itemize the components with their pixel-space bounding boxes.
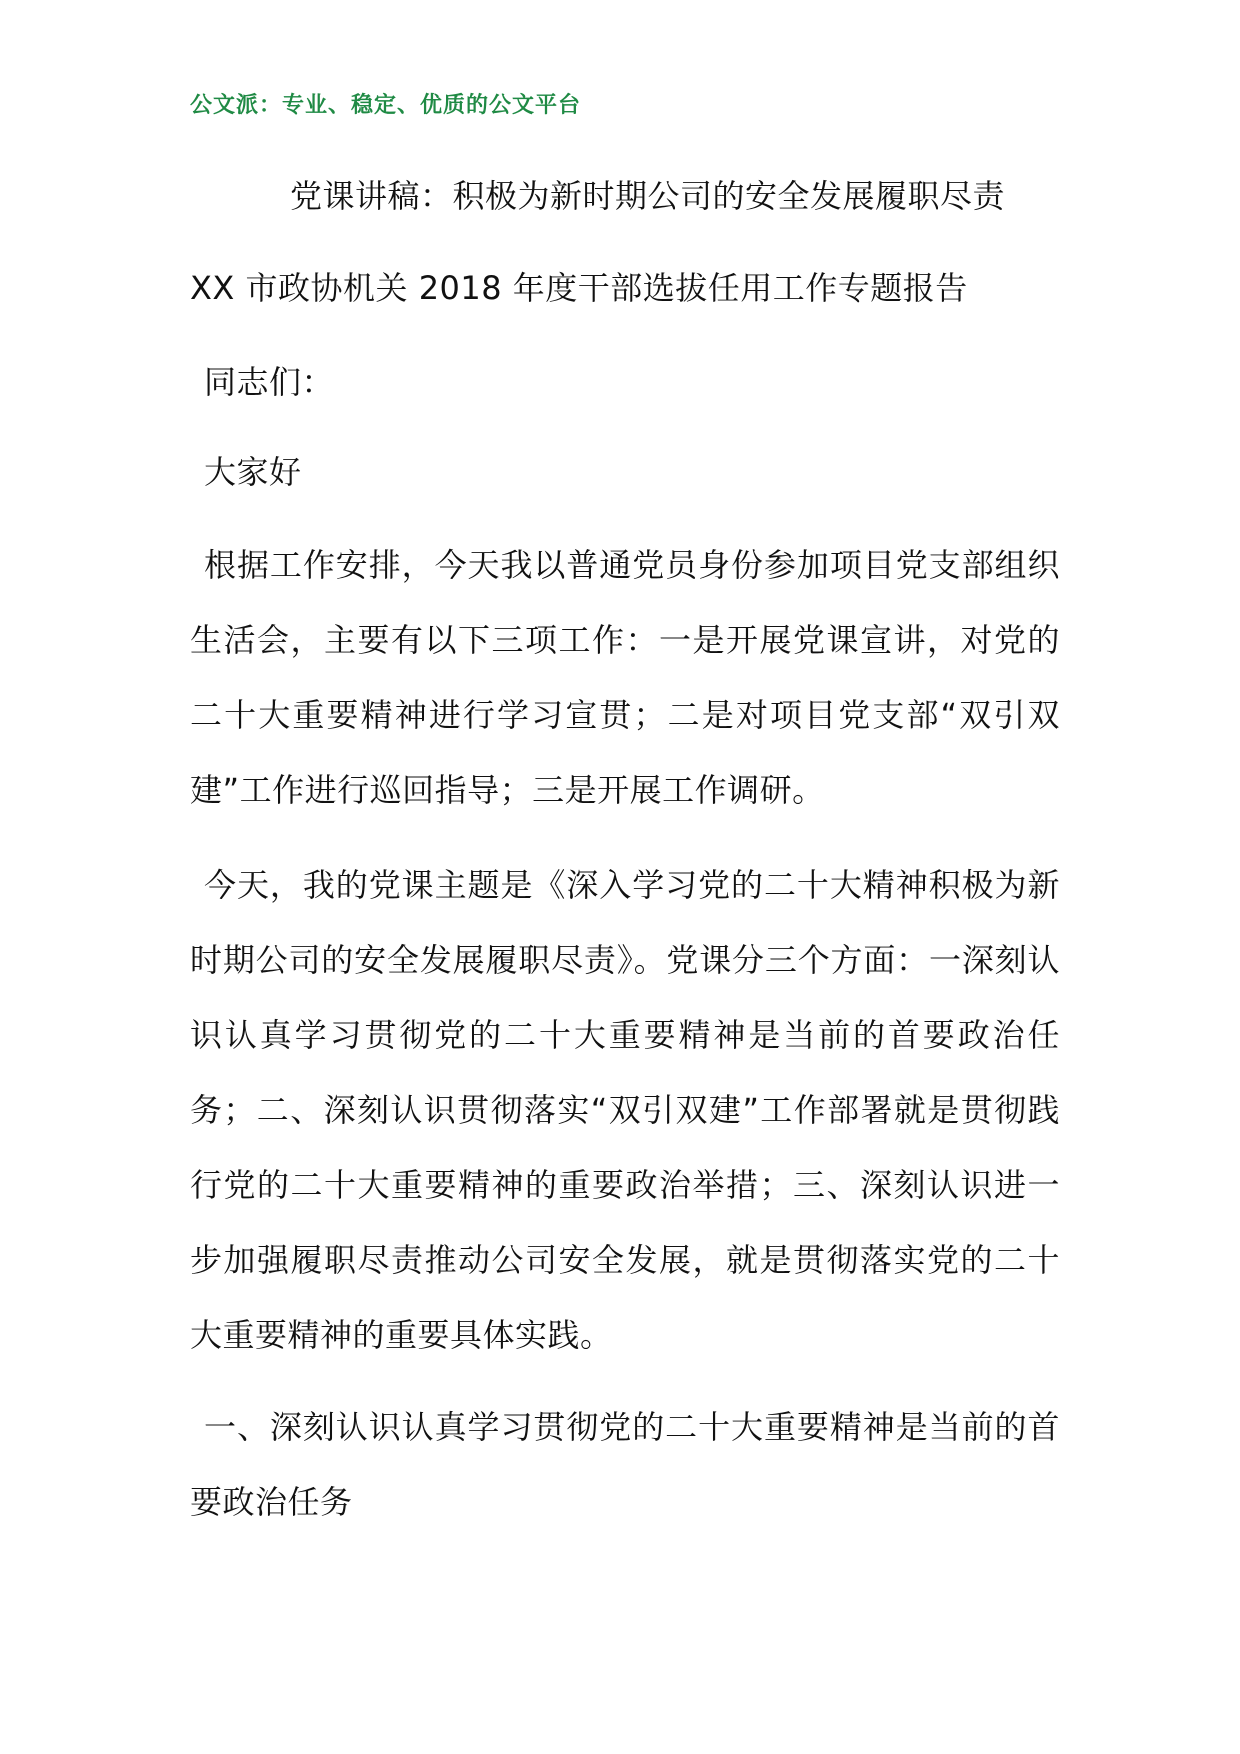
salutation: 同志们： xyxy=(204,363,335,401)
document-title: 党课讲稿：积极为新时期公司的安全发展履职尽责 xyxy=(290,177,1006,215)
paragraph-intro: 根据工作安排，今天我以普通党员身份参加项目党支部组织生活会，主要有以下三项工作：一是开展党课宣讲，对党的二十大重要精神进行学习宣贯；二是对项目党支部“双引双建”工作进行巡回指导；三是开展工作调研。 xyxy=(190,546,1060,809)
brand-header: 公文派：专业、稳定、优质的公文平台 xyxy=(190,92,582,118)
document-subtitle: XX 市政协机关 2018 年度干部选拔任用工作专题报告 xyxy=(190,269,968,307)
paragraph-theme: 今天，我的党课主题是《深入学习党的二十大精神积极为新时期公司的安全发展履职尽责》。党课分三个方面：一深刻认识认真学习贯彻党的二十大重要精神是当前的首要政治任务；二、深刻认识贯彻落实“双引双建”工作部署就是贯彻践行党的二十大重要精神的重要政治举措；三、深刻认识进一步加强履职尽责推动公司安全发展，就是贯彻落实党的二十大重要精神的重要具体实践。 xyxy=(190,866,1060,1354)
greeting: 大家好 xyxy=(204,453,302,491)
section-heading-1: 一、深刻认识认真学习贯彻党的二十大重要精神是当前的首要政治任务 xyxy=(190,1408,1060,1521)
